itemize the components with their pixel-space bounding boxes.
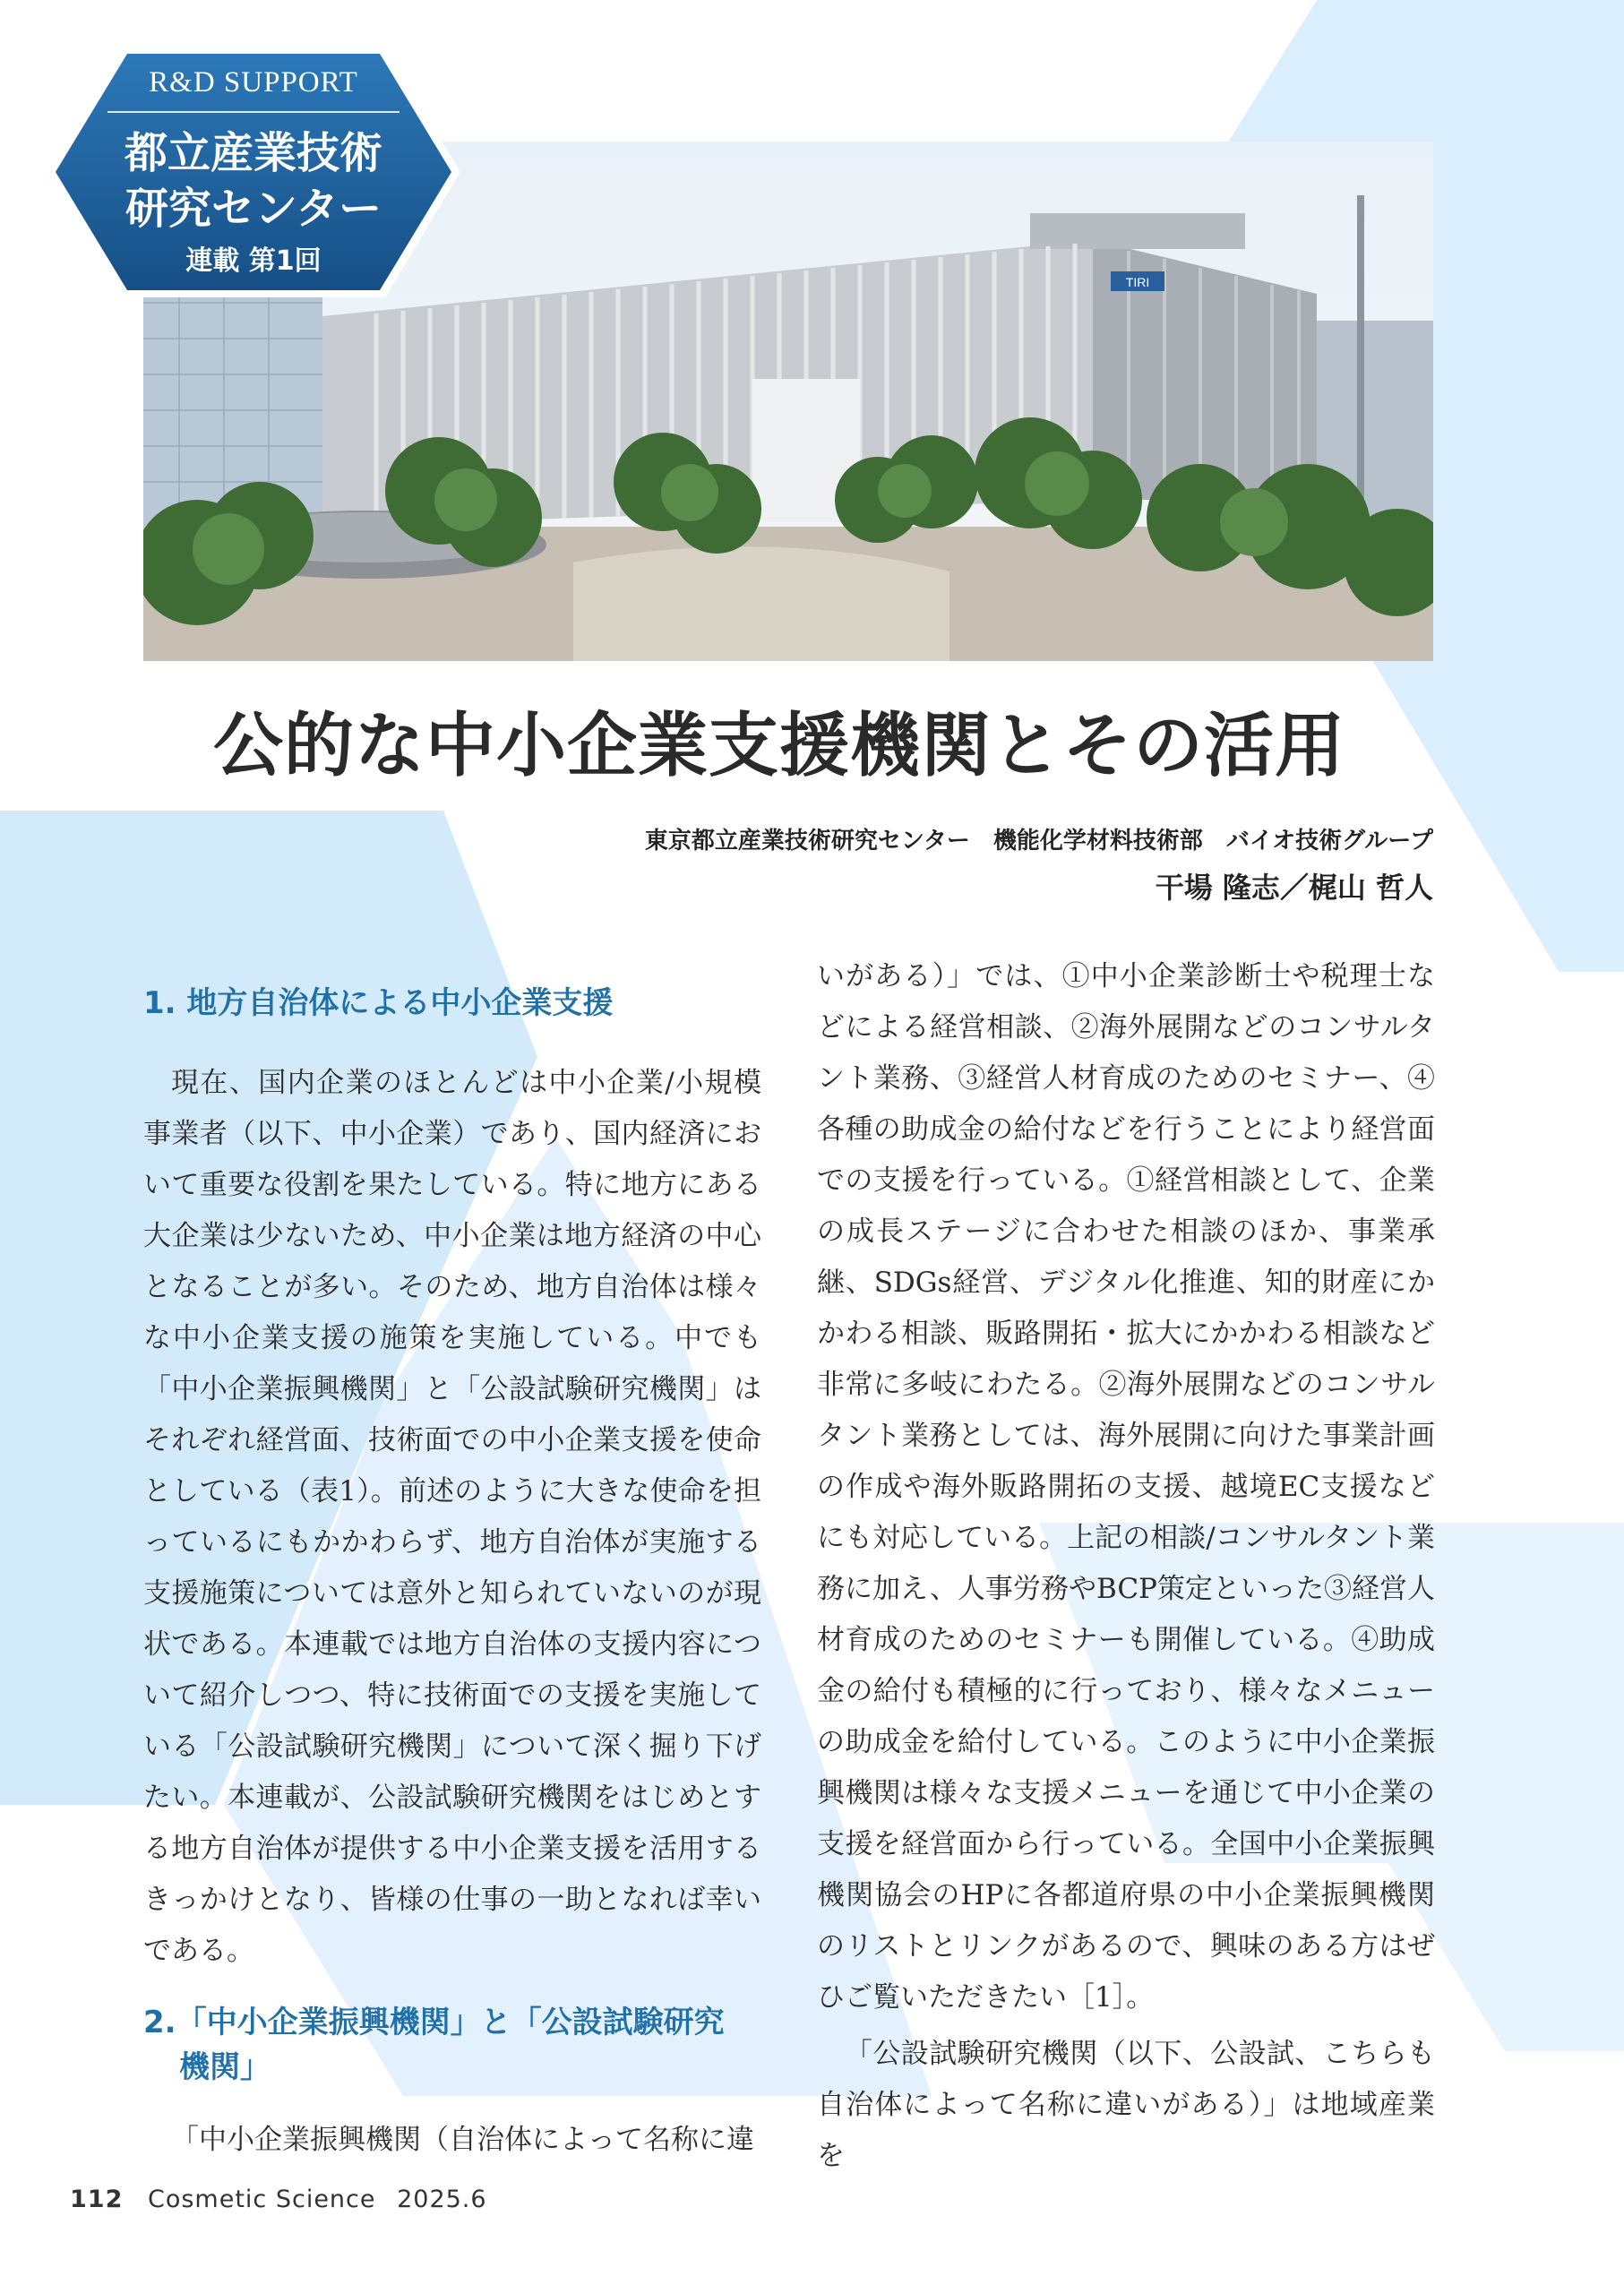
series-label: R&D SUPPORT	[149, 66, 358, 99]
badge-title	[43, 125, 464, 236]
section-2-paragraph-continued: いがある）」では、①中小企業診断士や税理士などによる経営相談、②海外展開などのコンサルタント業務、③経営人材育成のためのセミナー、④各種の助成金の給付などを行うことにより経営面での支援を行っている。①経営相談として、企業の成長ステージに合わせた相談のほか、事業承継、SDGs経営、デジタル化推進、知的財産にかかわる相談、販路開拓・拡大にかかわる相談など非常に多岐にわたる。②海外展開などのコンサルタント業務としては、海外展開に向けた事業計画の作成や海外販路開拓の支援、越境EC支援などにも対応している。上記の相談/コンサルタント業務に加え、人事労務やBCP策定といった③経営人材育成のためのセミナーも開催している。④助成金の給付も積極的に行っており、様々なメニューの助成金を給付している。このように中小企業振興機関は様々な支援メニューを通じて中小企業の支援を経営面から行っている。全国中小企業振興機関協会のHPに各都道府県の中小企業振興機関のリストとリンクがあるので、興味のある方はぜひご覧いただきたい［1］。	[817, 960, 1435, 2014]
page-number: 112	[70, 2186, 124, 2213]
article-title: 公的な中小企業支援機関とその活用	[212, 705, 1345, 786]
author-names: 干場 隆志／梶山 哲人	[1155, 871, 1433, 905]
series-badge	[43, 43, 464, 301]
right-column	[817, 951, 1435, 2182]
badge-title-line1: 都立産業技術	[124, 128, 382, 178]
journal-issue: 2025.6	[397, 2186, 487, 2213]
badge-title-line2: 研究センター	[125, 184, 382, 234]
journal-name: Cosmetic Science	[147, 2186, 376, 2213]
section-2-heading	[143, 2000, 761, 2090]
section-2-paragraph-2: 「公設試験研究機関（以下、公設試、こちらも自治体によって名称に違いがある）」は地域産業を	[817, 2038, 1435, 2172]
section-1-paragraph: 現在、国内企業のほとんどは中小企業/小規模事業者（以下、中小企業）であり、国内経済において重要な役割を果たしている。特に地方にある大企業は少ないため、中小企業は地方経済の中心となることが多い。そのため、地方自治体は様々な中小企業支援の施策を実施している。中でも「中小企業振興機関」と「公設試験研究機関」はそれぞれ経営面、技術面での中小企業支援を使命としている（表1）。前述のように大きな使命を担っているにもかかわらず、地方自治体が実施する支援施策については意外と知られていないのが現状である。本連載では地方自治体の支援内容について紹介しつつ、特に技術面での支援を実施している「公設試験研究機関」について深く掘り下げたい。本連載が、公設試験研究機関をはじめとする地方自治体が提供する中小企業支援を活用するきっかけとなり、皆様の仕事の一助となれば幸いである。	[143, 1067, 761, 1967]
section-2-heading-line1: 2.「中小企業振興機関」と「公設試験研究	[143, 2005, 725, 2040]
section-2-paragraph-start: 「中小企業振興機関（自治体によって名称に違	[171, 2124, 754, 2156]
section-1-heading: 1. 地方自治体による中小企業支援	[143, 985, 614, 1021]
left-column	[143, 981, 761, 2166]
issue-label: 連載 第1回	[185, 245, 322, 277]
section-2-heading-line2: 機関」	[179, 2049, 271, 2085]
badge-divider	[107, 111, 400, 113]
building-sign: TIRI	[1125, 275, 1150, 289]
page-footer	[70, 2186, 487, 2213]
author-affiliation: 東京都立産業技術研究センター 機能化学材料技術部 バイオ技術グループ	[644, 828, 1433, 855]
